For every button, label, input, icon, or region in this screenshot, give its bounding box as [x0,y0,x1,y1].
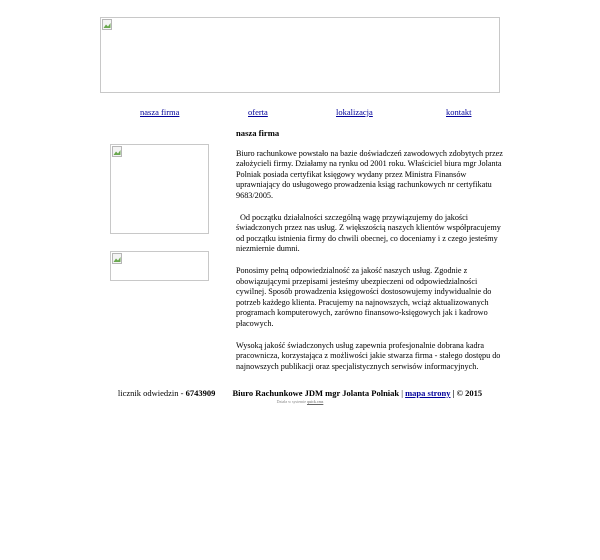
content-paragraph-4: Wysoką jakość świadczonych usług zapewnia profesjonalnie dobrana kadra pracownicza, korzystająca z możliwości jakie stwarza firma - stałego dostępu do najnowszych publikacji oraz specjalistycznych serwisów informacyjnych. [236,340,501,371]
broken-image-icon [112,146,122,157]
nav-link-kontakt[interactable]: kontakt [446,107,472,117]
content-paragraph-2: Od początku działalności szczególną wagę przywiązujemy do jakości świadczonych przez nas usług. Z większością naszych klientów współpracujemy od początku istnienia firmy do chwili obecnej, co doceniamy i z czego jesteśmy niezmiernie dumni. [236,212,501,254]
company-name: Biuro Rachunkowe JDM mgr Jolanta Polniak [232,388,400,398]
page-title: nasza firma [236,128,280,138]
powered-by [0,399,600,404]
powered-by-link[interactable]: quick.cms [306,399,324,404]
broken-image-icon [102,19,112,30]
side-image-2 [110,251,209,281]
sitemap-link[interactable]: mapa strony [405,388,451,398]
copyright: © 2015 [456,388,483,398]
main-content [236,128,506,383]
content-paragraph-3: Ponosimy pełną odpowiedzialność za jakość naszych usług. Zgodnie z obowiązującymi przepisami jesteśmy ubezpieczeni od odpowiedzialności cywilnej. Sposób prowadzenia księgowości dostosowujemy indywidualnie do potrzeb każdego klienta. Pracujemy na najnowszych, wciąż aktualizowanych programach komputerowych, zarówno finansowo-księgowych jak i kadrowo płacowych. [236,265,492,328]
content-paragraph-1: Biuro rachunkowe powstało na bazie doświadczeń zawodowych zdobytych przez założycieli firmy. Działamy na rynku od 2001 roku. Właściciel biura mgr Jolanta Polniak posiada certyfikat księgowy wydany przez Ministra Finansów uprawniający do usługowego prowadzenia ksiąg rachunkowych nr certyfikatu 9683/2005. [236,148,503,200]
powered-by-text: Działa w systemie [276,399,306,404]
side-image-1 [110,144,209,234]
visit-counter-label: licznik odwiedzin - [117,388,186,398]
visit-counter [118,388,216,398]
nav-link-nasza-firma[interactable]: nasza firma [140,107,180,117]
broken-image-icon [112,253,122,264]
nav-link-oferta[interactable]: oferta [248,107,268,117]
header-banner-image [100,17,500,93]
footer-separator: | [399,388,406,398]
nav-link-lokalizacja[interactable]: lokalizacja [336,107,373,117]
visit-counter-value: 6743909 [185,388,216,398]
footer: licznik odwiedzin - 6743909 Biuro Rachunkowe JDM mgr Jolanta Polniak | mapa strony | © 2015 [117,388,483,398]
